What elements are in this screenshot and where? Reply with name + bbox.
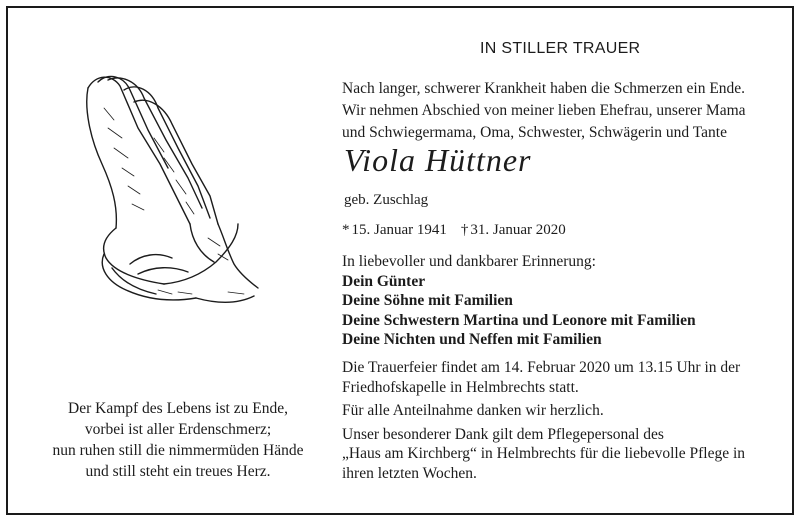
funeral-line: Friedhofskapelle in Helmbrechts statt.	[342, 378, 579, 396]
memory-block	[342, 252, 792, 350]
gratitude-line: Unser besonderer Dank gilt dem Pflegepersonal des	[342, 425, 664, 443]
funeral-line: Die Trauerfeier findet am 14. Februar 2020 um 13.15 Uhr in der	[342, 359, 741, 376]
thanks-notice	[342, 401, 792, 421]
gratitude-line: ihren letzten Wochen.	[342, 464, 477, 482]
intro-text	[342, 78, 792, 144]
intro-line: Nach langer, schwerer Krankheit haben die Schmerzen ein Ende.	[342, 80, 746, 97]
heading: IN STILLER TRAUER	[480, 40, 641, 57]
obituary-card	[6, 6, 794, 515]
death-date: 31. Januar 2020	[470, 222, 566, 238]
birth-name: geb. Zuschlag	[344, 192, 429, 208]
intro-line: und Schwiegermama, Oma, Schwester, Schwägerin und Tante	[342, 124, 727, 141]
birth-symbol: *	[342, 222, 350, 238]
praying-hands-icon	[68, 68, 268, 318]
cross-icon: †	[460, 222, 469, 238]
signature-line: Deine Söhne mit Familien	[342, 292, 513, 309]
signature-line: Deine Nichten und Neffen mit Familien	[342, 331, 602, 348]
verse-line: Der Kampf des Lebens ist zu Ende,	[68, 400, 288, 417]
funeral-notice	[342, 358, 792, 397]
memory-intro: In liebevoller und dankbarer Erinnerung:	[342, 253, 596, 270]
notes-block	[342, 358, 792, 487]
gratitude-line: „Haus am Kirchberg“ in Helmbrechts für die liebevolle Pflege in	[342, 445, 746, 462]
signature-line: Dein Günter	[342, 272, 426, 290]
deceased-name: Viola Hüttner	[344, 142, 532, 178]
verse-line: nun ruhen still die nimmermüden Hände	[52, 442, 304, 459]
birth-date: 15. Januar 1941	[351, 222, 447, 238]
gratitude-notice	[342, 425, 792, 484]
verse-line: vorbei ist aller Erdenschmerz;	[84, 421, 272, 438]
verse-line: und still steht ein treues Herz.	[85, 463, 271, 480]
signature-line: Deine Schwestern Martina und Leonore mit Familien	[342, 311, 696, 329]
life-dates	[342, 222, 566, 239]
thanks-line: Für alle Anteilnahme danken wir herzlich.	[342, 402, 604, 419]
memorial-verse	[22, 398, 334, 482]
intro-line: Wir nehmen Abschied von meiner lieben Ehefrau, unserer Mama	[342, 102, 746, 119]
